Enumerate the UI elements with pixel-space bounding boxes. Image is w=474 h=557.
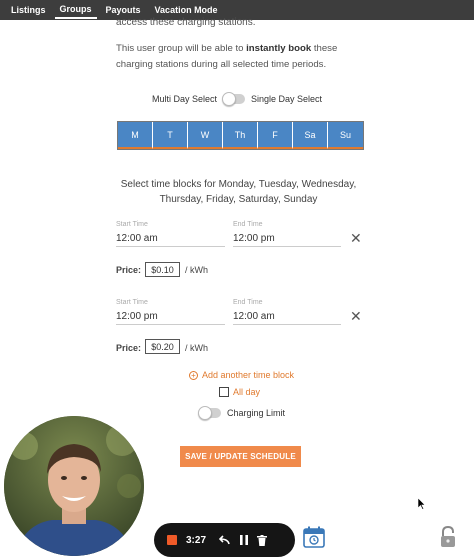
charging-limit-label: Charging Limit [227, 408, 286, 418]
time-block-heading: Select time blocks for Monday, Tuesday, Wednesday, Thursday, Friday, Saturday, Sunday [120, 179, 357, 205]
start-time-label: Start Time [116, 221, 148, 228]
day-select-toggle[interactable] [223, 94, 245, 104]
tab-payouts[interactable]: Payouts [105, 5, 141, 15]
end-time-input[interactable]: 12:00 am [233, 311, 341, 325]
tab-groups[interactable]: Groups [55, 1, 97, 19]
charging-limit-toggle[interactable] [199, 408, 221, 418]
single-day-label: Single Day Select [250, 94, 323, 104]
end-time-label: End Time [233, 221, 263, 228]
day-selector [117, 121, 364, 150]
desc-bold: instantly book [246, 43, 312, 54]
remove-time-block-icon[interactable]: ✕ [350, 230, 362, 246]
day-button-saturday[interactable]: Sa [293, 122, 328, 149]
undo-icon[interactable] [219, 535, 231, 545]
save-schedule-button[interactable]: SAVE / UPDATE SCHEDULE [180, 446, 301, 467]
calendar-icon[interactable] [303, 526, 325, 553]
remove-time-block-icon[interactable]: ✕ [350, 308, 362, 324]
group-description [116, 41, 361, 73]
start-time-input[interactable]: 12:00 am [116, 233, 225, 247]
add-time-block-link[interactable] [189, 370, 294, 380]
all-day-checkbox[interactable] [219, 387, 229, 397]
charging-limit-option [199, 408, 285, 418]
start-time-input[interactable]: 12:00 pm [116, 311, 225, 325]
day-button-thursday[interactable]: Th [223, 122, 258, 149]
day-select-mode [0, 94, 474, 104]
trash-icon[interactable] [257, 535, 267, 546]
webcam-overlay [4, 416, 144, 556]
price-input[interactable]: $0.10 [145, 262, 180, 277]
desc-pre: This user group will be able to [116, 43, 244, 54]
start-time-label: Start Time [116, 299, 148, 306]
day-button-wednesday[interactable]: W [188, 122, 223, 149]
end-time-label: End Time [233, 299, 263, 306]
day-button-sunday[interactable]: Su [328, 122, 363, 149]
toggle-knob [222, 92, 236, 106]
end-time-input[interactable]: 12:00 pm [233, 233, 341, 247]
tab-listings[interactable]: Listings [11, 5, 46, 15]
stop-recording-icon[interactable] [167, 535, 177, 545]
day-button-tuesday[interactable]: T [153, 122, 188, 149]
day-button-friday[interactable]: F [258, 122, 293, 149]
recording-toolbar [154, 523, 295, 557]
plus-circle-icon: + [189, 371, 198, 380]
pause-icon[interactable] [240, 535, 248, 545]
price-input[interactable]: $0.20 [145, 339, 180, 354]
price-label: Price: [116, 343, 142, 353]
recording-timer: 3:27 [186, 534, 207, 546]
toggle-knob [198, 406, 212, 420]
day-button-monday[interactable]: M [118, 122, 153, 149]
mouse-cursor-icon [418, 497, 426, 515]
multi-day-label: Multi Day Select [151, 94, 217, 104]
lock-icon[interactable] [440, 526, 456, 553]
add-time-block-label: Add another time block [202, 370, 295, 380]
all-day-label: All day [233, 387, 261, 397]
presenter-video-image [4, 416, 144, 556]
price-unit: / kWh [185, 343, 209, 353]
intro-cut-text: access these charging stations. [116, 17, 256, 28]
all-day-option [219, 387, 260, 397]
desc-post: these charging stations during all selected time periods. [116, 43, 338, 70]
price-label: Price: [116, 265, 142, 275]
price-unit: / kWh [185, 265, 209, 275]
tab-vacation-mode[interactable]: Vacation Mode [154, 5, 218, 15]
